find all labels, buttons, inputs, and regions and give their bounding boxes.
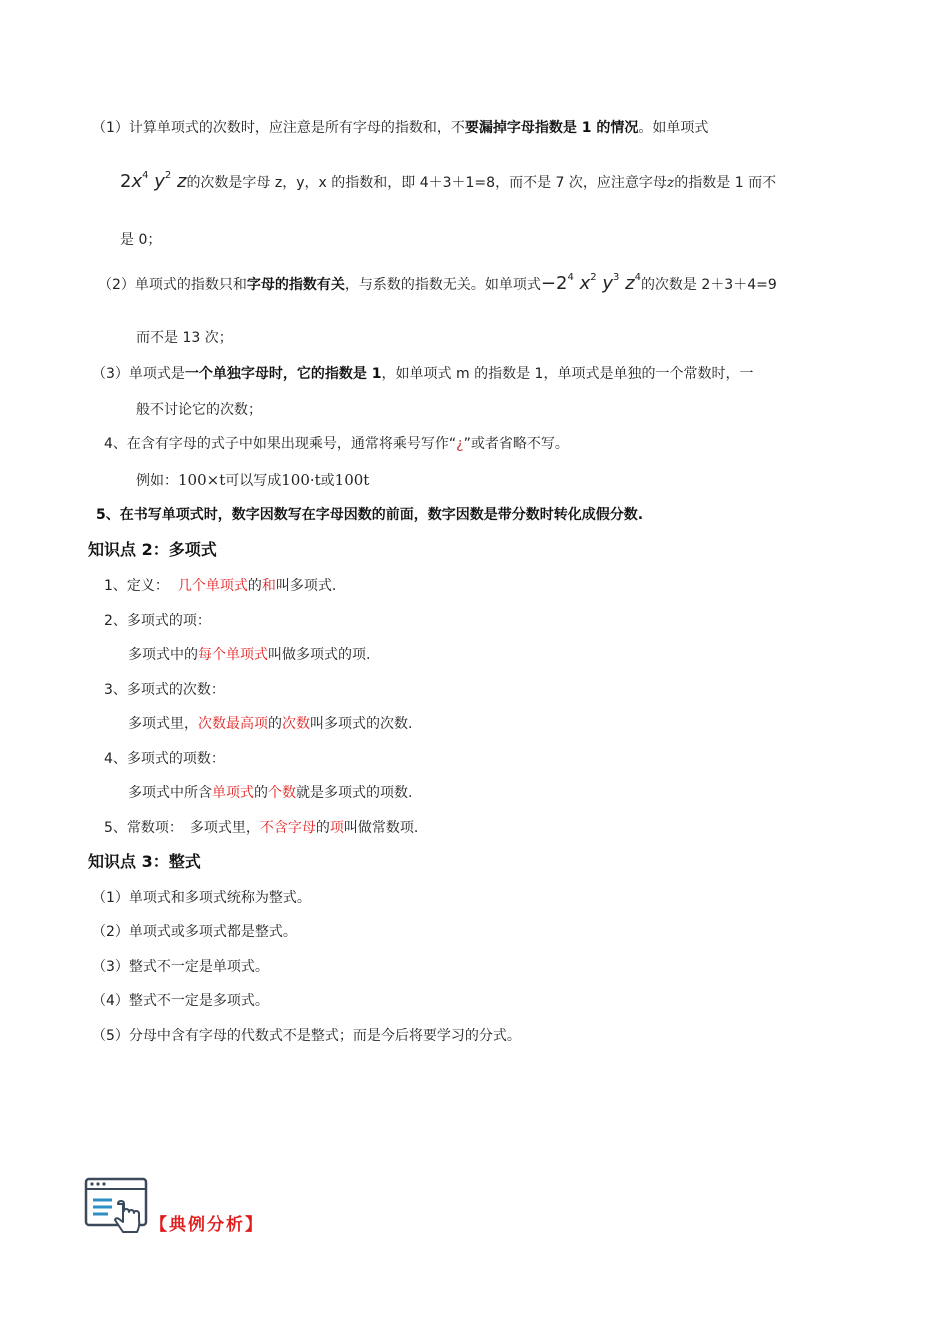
rule-3-emphasis: 一个单独字母时，它的指数是 1 xyxy=(184,366,382,382)
monomial-example-2: $-2^4$ $x^2$ $y^3$ $z^4$ xyxy=(540,272,641,294)
rule-1-text-cont: 。如单项式 xyxy=(638,120,709,136)
integral-item-5: （5）分母中含有字母的代数式不是整式；而是今后将要学习的分式。 xyxy=(92,1028,521,1044)
multiply-glyph: ¿ xyxy=(456,436,464,452)
integral-item-4: （4）整式不一定是多项式。 xyxy=(92,993,269,1009)
polynomial-definition: 1、定义： 几个单项式的和叫多项式. xyxy=(104,578,337,594)
example-label: 例如： xyxy=(136,473,178,489)
rule-1-line-1 xyxy=(92,118,708,138)
rule-1-line-3: 是 0； xyxy=(120,232,162,248)
integral-item-2: （2）单项式或多项式都是整式。 xyxy=(92,924,297,940)
letter-z: z xyxy=(666,175,675,191)
rule-1-explanation-cont: 的指数是 1 而不 xyxy=(674,175,777,191)
rule-4-text-cont: ”或者省略不写。 xyxy=(463,436,569,452)
example-expression-2: 100·t xyxy=(281,471,321,489)
example-or: 或 xyxy=(320,473,335,489)
rule-2-text-cont: ，与系数的指数无关。如单项式 xyxy=(344,277,541,293)
polynomial-count-heading: 4、多项式的项数： xyxy=(104,751,225,767)
rule-4-line-1 xyxy=(104,434,569,454)
rule-2-line-2: 而不是 13 次； xyxy=(136,330,233,346)
rule-3-text-cont: ，如单项式 m 的指数是 1，单项式是单独的一个常数时，一 xyxy=(381,366,754,382)
example-connector: 可以写成 xyxy=(225,473,282,489)
example-expression-3: 100t xyxy=(334,471,370,489)
rule-4-example xyxy=(136,470,369,491)
rule-2-line-1 xyxy=(98,274,777,295)
rule-1-explanation: 的次数是字母 z，y，x 的指数和，即 4＋3＋1=8，而不是 7 次，应注意字母 xyxy=(186,175,667,191)
section-title-integral-expression: 知识点 3：整式 xyxy=(88,852,201,871)
polynomial-degree-heading: 3、多项式的次数： xyxy=(104,682,225,698)
rule-1-line-2 xyxy=(120,172,776,193)
browser-pointer-icon xyxy=(84,1176,150,1242)
rule-4-text: 4、在含有字母的式子中如果出现乘号，通常将乘号写作“ xyxy=(104,436,457,452)
monomial-example-1: $2x^4$ $y^2$ z xyxy=(120,170,187,192)
rule-1-emphasis: 要漏掉字母指数是 1 的情况 xyxy=(464,120,639,136)
rule-5: 5、在书写单项式时，数字因数写在字母因数的前面，数字因数是带分数时转化成假分数. xyxy=(96,507,644,523)
rule-2-degree: 的次数是 2＋3＋4=9 xyxy=(640,277,777,293)
polynomial-count-text: 多项式中所含单项式的个数就是多项式的项数. xyxy=(128,785,413,801)
polynomial-constant-term: 5、常数项： 多项式里，不含字母的项叫做常数项. xyxy=(104,820,419,836)
rule-1-text: （1）计算单项式的次数时，应注意是所有字母的指数和，不 xyxy=(92,120,465,136)
rule-3-line-1 xyxy=(92,364,753,384)
example-expression-1: 100×t xyxy=(178,471,226,489)
rule-3-text: （3）单项式是 xyxy=(92,366,185,382)
integral-item-1: （1）单项式和多项式统称为整式。 xyxy=(92,890,311,906)
polynomial-term-text: 多项式中的每个单项式叫做多项式的项. xyxy=(128,647,371,663)
polynomial-term-heading: 2、多项式的项： xyxy=(104,613,211,629)
example-analysis-banner: 【典例分析】 xyxy=(150,1215,264,1235)
rule-2-text: （2）单项式的指数只和 xyxy=(98,277,247,293)
rule-3-line-2: 般不讨论它的次数； xyxy=(136,402,262,418)
rule-2-emphasis: 字母的指数有关 xyxy=(246,277,345,293)
polynomial-degree-text: 多项式里，次数最高项的次数叫多项式的次数. xyxy=(128,716,413,732)
section-title-polynomial: 知识点 2：多项式 xyxy=(88,540,217,559)
integral-item-3: （3）整式不一定是单项式。 xyxy=(92,959,269,975)
